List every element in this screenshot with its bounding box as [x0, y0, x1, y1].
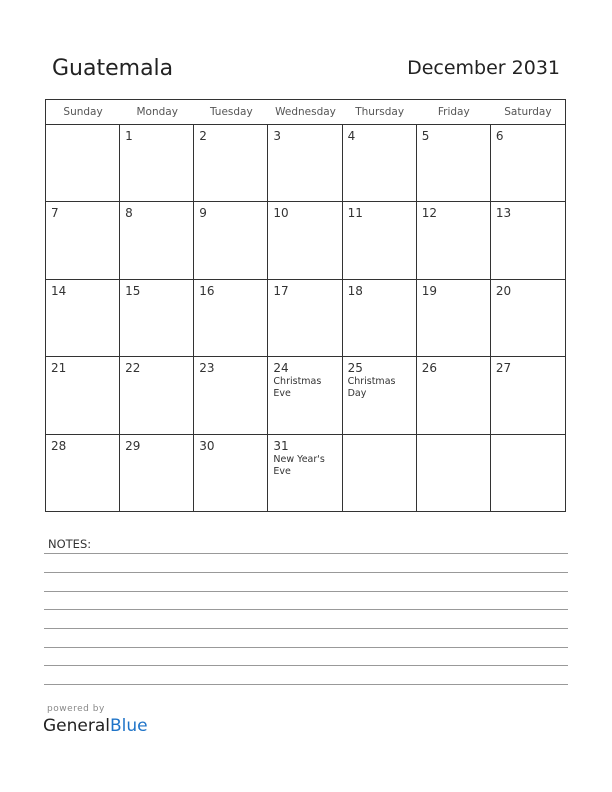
day-number: 18 [347, 283, 363, 298]
brand-part-blue: Blue [110, 716, 148, 736]
day-number: 3 [273, 129, 282, 143]
calendar-day-cell [491, 357, 565, 433]
calendar-day-cell [46, 125, 120, 201]
holiday-label: Day [347, 388, 367, 400]
weekday-wednesday: Wednesday [275, 106, 336, 118]
holiday-label: Christmas [347, 376, 396, 388]
note-line [44, 628, 568, 629]
day-number: 28 [51, 438, 67, 453]
day-number: 9 [199, 206, 207, 221]
calendar-day-cell [46, 202, 120, 278]
holiday-label: Christmas [273, 376, 322, 388]
calendar-day-cell [343, 202, 417, 278]
calendar-day-cell [343, 125, 417, 201]
day-number: 24 [273, 361, 289, 376]
day-number: 14 [51, 283, 67, 298]
calendar-day-cell [120, 435, 194, 512]
day-number: 13 [495, 206, 512, 221]
note-line [44, 665, 568, 666]
calendar-grid [45, 99, 566, 512]
note-line [44, 553, 568, 554]
calendar-day-cell [268, 125, 342, 201]
calendar-day-cell [46, 435, 120, 512]
weekday-friday: Friday [437, 106, 470, 118]
calendar-weeks [46, 125, 565, 512]
weekday-sunday: Sunday [63, 106, 103, 118]
calendar-day-cell [343, 357, 417, 433]
day-number: 26 [421, 361, 437, 376]
day-number: 23 [199, 361, 215, 376]
day-number: 7 [51, 206, 59, 221]
calendar-day-cell [343, 280, 417, 356]
calendar-day-cell [491, 435, 565, 512]
calendar-week-row [46, 280, 565, 357]
day-number: 6 [495, 129, 504, 143]
day-number: 10 [273, 206, 289, 221]
calendar-day-cell [194, 435, 268, 512]
calendar-week-row [46, 435, 565, 512]
day-number: 4 [347, 129, 356, 143]
calendar-day-cell [491, 202, 565, 278]
day-number: 27 [495, 361, 512, 376]
day-number: 19 [421, 283, 437, 298]
weekday-header-row [46, 100, 565, 125]
calendar-day-cell [417, 202, 491, 278]
day-number: 16 [199, 283, 215, 298]
calendar-day-cell [194, 280, 268, 356]
calendar-day-cell [417, 357, 491, 433]
day-number: 30 [199, 438, 215, 453]
holiday-label: Eve [273, 388, 291, 400]
calendar-day-cell [343, 435, 417, 512]
weekday-tuesday: Tuesday [209, 106, 253, 118]
day-number: 1 [125, 129, 133, 143]
holiday-label: New Year's [273, 453, 325, 465]
calendar-day-cell [417, 280, 491, 356]
holiday-label: Eve [273, 465, 291, 477]
day-number: 2 [199, 129, 207, 143]
calendar-day-cell [417, 435, 491, 512]
calendar-day-cell [120, 202, 194, 278]
day-number: 20 [495, 283, 512, 298]
brand-part-general: General [43, 716, 110, 736]
calendar-day-cell [268, 435, 342, 512]
calendar-day-cell [491, 125, 565, 201]
calendar-month-year: December 2031 [407, 57, 560, 79]
calendar-day-cell [46, 280, 120, 356]
day-number: 15 [125, 283, 141, 298]
calendar-day-cell [268, 202, 342, 278]
calendar-day-cell [194, 125, 268, 201]
note-line [44, 572, 568, 573]
weekday-monday: Monday [136, 106, 178, 118]
weekday-saturday: Saturday [504, 106, 552, 118]
calendar-day-cell [46, 357, 120, 433]
powered-by-text: powered by [47, 704, 105, 714]
day-number: 8 [125, 206, 133, 221]
day-number: 12 [421, 206, 437, 221]
calendar-day-cell [120, 125, 194, 201]
calendar-day-cell [268, 280, 342, 356]
day-number: 31 [273, 438, 289, 453]
calendar-day-cell [417, 125, 491, 201]
day-number: 11 [347, 206, 363, 221]
day-number: 17 [273, 283, 289, 298]
calendar-day-cell [120, 357, 194, 433]
calendar-day-cell [120, 280, 194, 356]
note-line [44, 609, 568, 610]
note-line [44, 684, 568, 685]
calendar-day-cell [491, 280, 565, 356]
note-line [44, 591, 568, 592]
calendar-week-row [46, 357, 565, 434]
day-number: 5 [421, 129, 430, 143]
calendar-day-cell [194, 357, 268, 433]
calendar-day-cell [194, 202, 268, 278]
day-number: 22 [125, 361, 141, 376]
calendar-title: Guatemala [52, 56, 174, 81]
notes-label: NOTES: [48, 537, 92, 551]
note-line [44, 647, 568, 648]
day-number: 21 [51, 361, 67, 376]
brand-logo [43, 716, 148, 736]
weekday-thursday: Thursday [355, 106, 405, 118]
calendar-week-row [46, 125, 565, 202]
day-number: 29 [125, 438, 141, 453]
day-number: 25 [347, 361, 363, 376]
calendar-week-row [46, 202, 565, 279]
calendar-day-cell [268, 357, 342, 433]
